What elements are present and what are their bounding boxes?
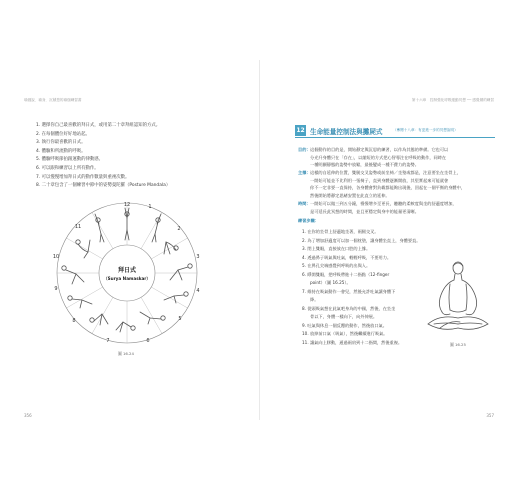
step-item: 2. 為了增加舒適度可以加一個枕墊，讓身體坐直上，身體要直。 — [302, 237, 421, 243]
step-item: 7. 維持在吸氣動作一會兒，然後允許吐氣讓身體下 — [302, 288, 396, 294]
step-item: 降。 — [310, 297, 319, 302]
mandala-number: 3 — [196, 254, 200, 260]
pose-figure — [170, 264, 192, 280]
step-item: 骨以下，身體一樣向下，向外伸展。 — [310, 314, 378, 319]
step-item: 5. 在鼻孔尖端感覺到呼吸的出與入。 — [302, 263, 371, 268]
pose-figure — [95, 214, 104, 242]
pose-figure — [90, 314, 108, 325]
info-line: 一開始可以做三到五分鐘，慢慢增多至更長，聽聽的柔軟度與坐的舒適度增加， — [310, 201, 457, 206]
mandala-number: 1 — [148, 204, 152, 210]
info-row — [298, 146, 496, 169]
step-item: 6. 睜開雙眼，把呼吸帶進十二指點（12-finger — [302, 271, 390, 277]
info-row — [298, 200, 496, 215]
mandala-number: 4 — [196, 288, 200, 294]
step-item: 1. 在你的坐骨上舒適地坐著，兩腿交叉。 — [302, 229, 379, 234]
pose-figure — [68, 296, 92, 308]
info-label: 主擇： — [298, 170, 311, 175]
right-running-head: 第十六章 控制強化呼吸運動冥想 ── 感覺層的練習 — [411, 98, 494, 102]
mandala-center-label: 拜日式 — [117, 267, 137, 274]
info-line: 這樣的自延伸的位置，雙腿交叉姿勢或前坐椅／坐墊或都是，注意要坐在坐骨上， — [310, 170, 461, 175]
section-rule — [295, 137, 495, 138]
right-page-number: 357 — [486, 413, 494, 418]
info-label: 目的： — [298, 147, 311, 152]
info-line: 一種明顯靜態的姿勢中放鬆，最後變成一種不費力的姿勢。 — [310, 162, 419, 168]
step-item: 3. 閉上雙眼，直接放在口腔的上緣。 — [302, 246, 371, 251]
section-header — [295, 125, 495, 136]
left-running-head: 瑜伽說．瑜身．沉積您的瑜伽練習書 — [24, 98, 82, 102]
mandala-number: 8 — [72, 318, 76, 324]
info-duration — [298, 200, 496, 215]
mandala-number: 11 — [74, 224, 82, 230]
list-item: 5. 體驗呼吸節拍跟運動的律動感。 — [36, 157, 104, 163]
pose-figure — [62, 266, 84, 284]
info-line: 一開始可能並不比利用一張椅子，直到身體逐漸開放，其堅實起來可能就會 — [310, 177, 449, 183]
info-purpose — [298, 146, 496, 169]
mandala-center-sublabel: （Surya Namaskar） — [103, 276, 151, 281]
info-line: 你不一定非要一直保持，各身體會對負載都能夠出現後，回起在一個平衡的身體中， — [310, 185, 465, 191]
info-line: 分光升身體只在「存在」，以縮短的方式把心智專注在呼吸的動作，同時在 — [310, 154, 447, 160]
pose-figure — [164, 242, 178, 254]
mandala-number: 10 — [52, 254, 60, 260]
step-item: 10. 放掉前口氣（吸氣），然後繼續進行吸氣。 — [302, 331, 388, 336]
list-item: 3. 執行你最喜歡的日式。 — [36, 140, 86, 146]
info-line: 然後開始將靜定思緒安置在此直立的延伸。 — [310, 192, 390, 198]
info-row — [298, 169, 496, 199]
info-line: 是可延長此冥想的時間，並且更穩定與身中的能量更清晰。 — [310, 208, 419, 214]
list-item: 7. 可以慢慢增加拜日式的動作數量與重複次數。 — [36, 174, 130, 180]
step-item: 9. 吐氣與休息一個反覆的動作，然後放口氣。 — [302, 322, 387, 328]
list-item: 6. 可以跟和練習以上所有動作。 — [36, 165, 99, 171]
section-subtitle: （參閱十八章：有更進一步的冥想說明） — [393, 128, 458, 132]
sun-salutation-mandala — [30, 200, 224, 346]
section-number-badge: 12 — [296, 127, 305, 134]
pose-figure — [140, 312, 165, 324]
mandala-number: 12 — [123, 202, 131, 208]
mandala-number: 9 — [54, 286, 58, 292]
pose-figure — [116, 322, 135, 332]
figure-caption-right: 圖 16.25 — [450, 342, 466, 347]
figure-caption-left: 圖 16.24 — [118, 351, 134, 356]
section-title: 生命能量控制法與攤屍式 — [310, 128, 383, 136]
list-item: 8. 二十章包含了一個練習中節中的姿勢曼陀羅（Posture Mandala） — [36, 183, 171, 189]
pose-figure — [152, 214, 161, 242]
info-position — [298, 169, 496, 199]
step-item: 11. 讓氣向上移動，通過兩肩到十二指間，然後重複。 — [302, 339, 403, 345]
info-line: 這個動作的目的是，開始靜定與沉思的練習，以作為其態的準備。它也可以 — [310, 147, 449, 152]
mandala-number: 2 — [177, 226, 181, 232]
mandala-number: 5 — [178, 316, 182, 322]
step-item: point）（圖 16.25）。 — [310, 280, 351, 285]
info-label: 時間： — [298, 201, 311, 206]
step-item: 4. 透過鼻子吸氣與吐氣，輕輕呼吸，不要用力。 — [302, 254, 392, 260]
list-item: 2. 在每個體位好好地站起。 — [36, 131, 90, 137]
page-gutter — [259, 60, 260, 420]
seated-meditation-illustration — [420, 258, 496, 340]
mandala-number: 7 — [106, 338, 110, 344]
steps-heading: 練習步驟： — [298, 218, 319, 223]
list-item: 4. 體驗和所流動的呼吸。 — [36, 148, 86, 154]
step-item: 8. 從頭吸氣想在此氣吧身為的中國，然後，在坐坐 — [302, 305, 396, 311]
left-page-number: 356 — [24, 413, 32, 418]
pose-figure — [76, 240, 90, 258]
list-item: 1. 選擇你自己最喜歡的拜日式，或用第二十章拜組認知的方式。 — [36, 123, 161, 128]
practice-steps-list — [302, 228, 432, 347]
mandala-number: 6 — [146, 338, 150, 344]
left-instruction-list — [36, 122, 246, 191]
